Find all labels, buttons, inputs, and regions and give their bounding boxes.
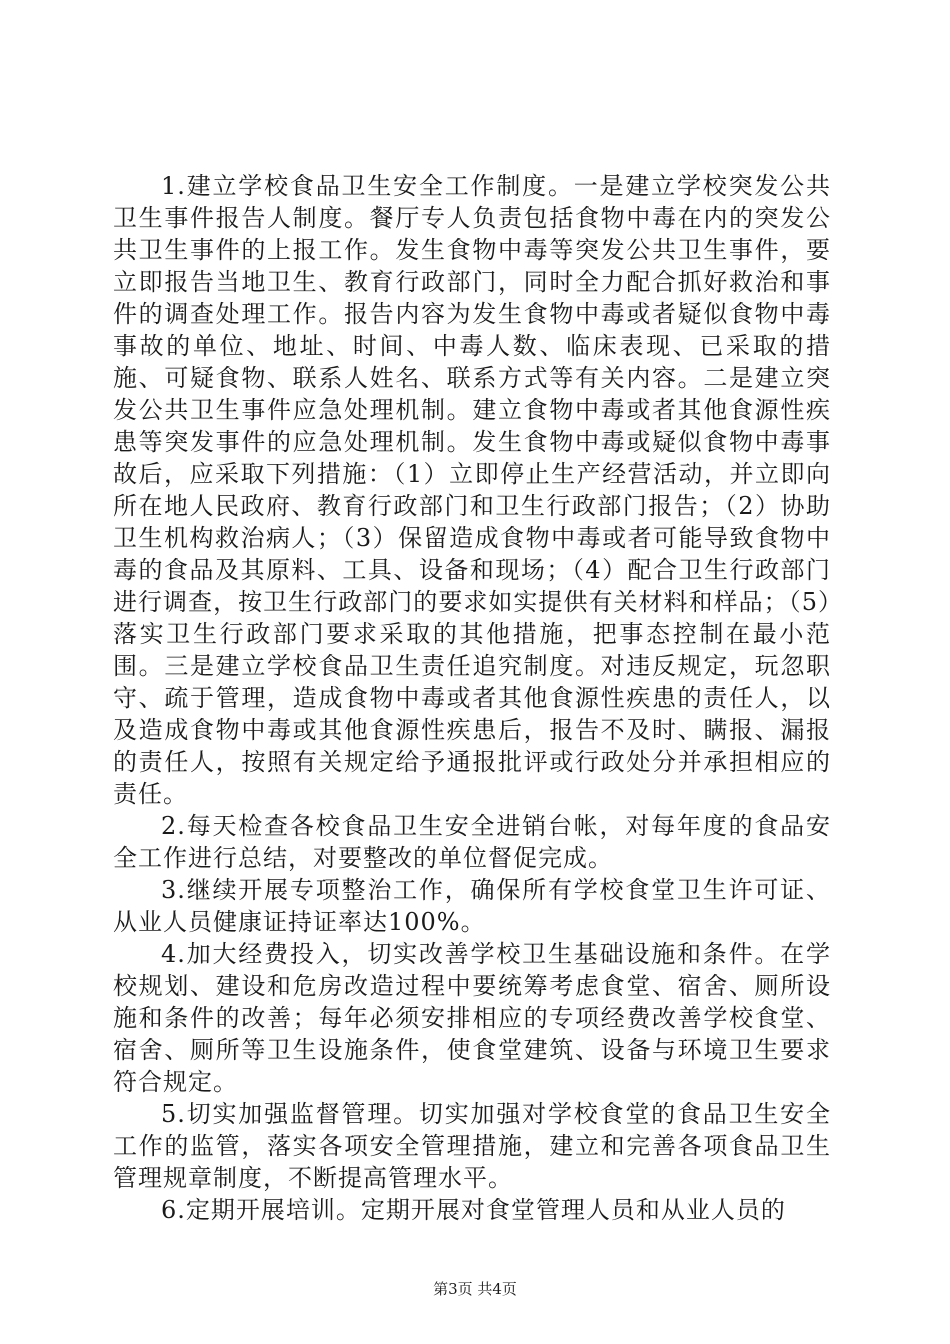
page-footer bbox=[0, 1278, 950, 1299]
document-body bbox=[113, 170, 831, 1226]
page-number-label: 第3页 共4页 bbox=[433, 1280, 517, 1298]
paragraph-6: 6.定期开展培训。定期开展对食堂管理人员和从业人员的 bbox=[161, 1196, 786, 1224]
paragraph-5: 5.切实加强监督管理。切实加强对学校食堂的食品卫生安全工作的监管，落实各项安全管理措施，建立和完善各项食品卫生管理规章制度，不断提高管理水平。 bbox=[113, 1100, 831, 1192]
paragraph-2: 2.每天检查各校食品卫生安全进销台帐，对每年度的食品安全工作进行总结，对要整改的单位督促完成。 bbox=[113, 812, 831, 872]
paragraph-1: 1.建立学校食品卫生安全工作制度。一是建立学校突发公共卫生事件报告人制度。餐厅专人负责包括食物中毒在内的突发公共卫生事件的上报工作。发生食物中毒等突发公共卫生事件，要立即报告当地卫生、教育行政部门，同时全力配合抓好救治和事件的调查处理工作。报告内容为发生食物中毒或者疑似食物中毒事故的单位、地址、时间、中毒人数、临床表现、已采取的措施、可疑食物、联系人姓名、联系方式等有关内容。二是建立突发公共卫生事件应急处理机制。建立食物中毒或者其他食源性疾患等突发事件的应急处理机制。发生食物中毒或疑似食物中毒事故后，应采取下列措施：（1）立即停止生产经营活动，并立即向所在地人民政府、教育行政部门和卫生行政部门报告；（2）协助卫生机构救治病人；（3）保留造成食物中毒或者可能导致食物中毒的食品及其原料、工具、设备和现场；（4）配合卫生行政部门进行调查，按卫生行政部门的要求如实提供有关材料和样品；（5）落实卫生行政部门要求采取的其他措施，把事态控制在最小范围。三是建立学校食品卫生责任追究制度。对违反规定，玩忽职守、疏于管理，造成食物中毒或者其他食源性疾患的责任人，以及造成食物中毒或其他食源性疾患后，报告不及时、瞒报、漏报的责任人，按照有关规定给予通报批评或行政处分并承担相应的责任。 bbox=[113, 172, 831, 808]
paragraph-3: 3.继续开展专项整治工作，确保所有学校食堂卫生许可证、从业人员健康证持证率达100%。 bbox=[113, 876, 831, 936]
paragraph-4: 4.加大经费投入，切实改善学校卫生基础设施和条件。在学校规划、建设和危房改造过程中要统筹考虑食堂、宿舍、厕所设施和条件的改善；每年必须安排相应的专项经费改善学校食堂、宿舍、厕所等卫生设施条件，使食堂建筑、设备与环境卫生要求符合规定。 bbox=[113, 940, 831, 1096]
